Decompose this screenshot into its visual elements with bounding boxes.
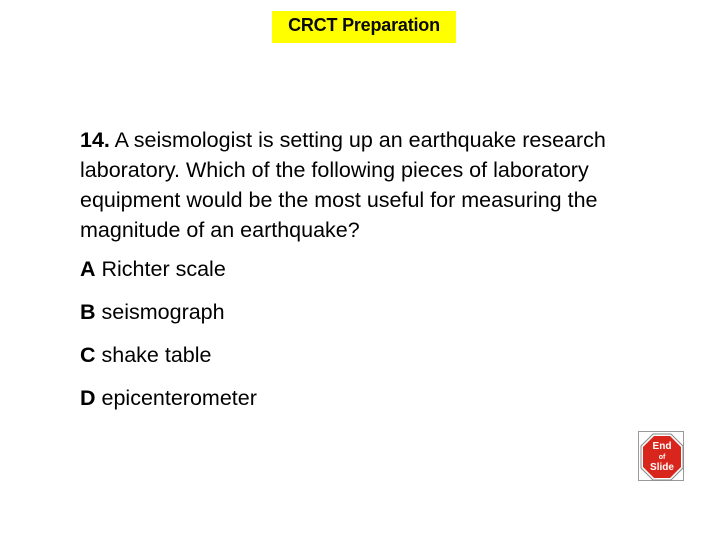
stop-sign-icon <box>639 432 685 482</box>
answer-option-d[interactable] <box>80 385 257 411</box>
option-letter: D <box>80 386 96 410</box>
end-label-line2: of <box>658 454 666 461</box>
option-text: epicenterometer <box>95 386 257 410</box>
end-label-line1: End <box>652 441 672 452</box>
question-body: A seismologist is setting up an earthquake research laboratory. Which of the following pieces of laboratory equipment would be the most useful for measuring the magnitude of an earthquake? <box>80 128 606 242</box>
answer-option-b[interactable] <box>80 299 225 325</box>
option-text: shake table <box>95 343 212 367</box>
option-text: seismograph <box>95 300 225 324</box>
option-letter: A <box>80 257 96 281</box>
question-text <box>80 125 680 245</box>
option-letter: B <box>80 300 96 324</box>
option-letter: C <box>80 343 96 367</box>
answer-option-c[interactable] <box>80 342 211 368</box>
answer-option-a[interactable] <box>80 256 226 282</box>
option-text: Richter scale <box>95 257 226 281</box>
end-label-line3: Slide <box>650 462 674 473</box>
page-title: CRCT Preparation <box>288 15 440 35</box>
end-of-slide-button[interactable] <box>638 431 684 481</box>
question-number: 14. <box>80 128 110 152</box>
